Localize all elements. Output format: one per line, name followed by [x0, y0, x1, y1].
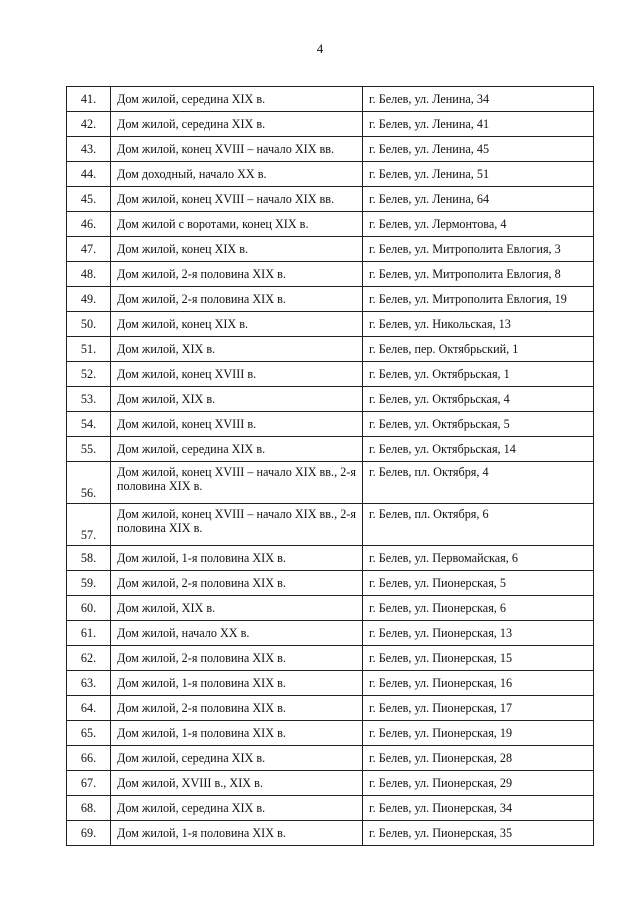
row-number: 64.	[67, 696, 111, 721]
object-name: Дом жилой, XIX в.	[111, 337, 363, 362]
object-name: Дом жилой, 2-я половина XIX в.	[111, 571, 363, 596]
object-name: Дом жилой, XIX в.	[111, 596, 363, 621]
row-number: 66.	[67, 746, 111, 771]
object-name: Дом жилой с воротами, конец XIX в.	[111, 212, 363, 237]
table-row	[67, 671, 594, 696]
object-address: г. Белев, ул. Октябрьская, 1	[363, 362, 594, 387]
object-address: г. Белев, ул. Пионерская, 28	[363, 746, 594, 771]
table-row	[67, 437, 594, 462]
object-address: г. Белев, ул. Митрополита Евлогия, 3	[363, 237, 594, 262]
table-row	[67, 87, 594, 112]
row-number: 65.	[67, 721, 111, 746]
table-row	[67, 546, 594, 571]
object-name: Дом жилой, конец XVIII – начало XIX вв., 2-я половина XIX в.	[111, 504, 363, 546]
table-row	[67, 362, 594, 387]
table-row	[67, 312, 594, 337]
object-name: Дом жилой, 2-я половина XIX в.	[111, 287, 363, 312]
table-row	[67, 262, 594, 287]
table-row	[67, 412, 594, 437]
row-number: 52.	[67, 362, 111, 387]
object-address: г. Белев, ул. Пионерская, 6	[363, 596, 594, 621]
object-address: г. Белев, ул. Никольская, 13	[363, 312, 594, 337]
object-address: г. Белев, ул. Октябрьская, 14	[363, 437, 594, 462]
object-address: г. Белев, ул. Митрополита Евлогия, 19	[363, 287, 594, 312]
table-row	[67, 187, 594, 212]
object-address: г. Белев, ул. Ленина, 34	[363, 87, 594, 112]
object-address: г. Белев, ул. Пионерская, 5	[363, 571, 594, 596]
table-row	[67, 212, 594, 237]
object-name: Дом жилой, XVIII в., XIX в.	[111, 771, 363, 796]
object-address: г. Белев, ул. Ленина, 51	[363, 162, 594, 187]
table-row	[67, 771, 594, 796]
row-number: 60.	[67, 596, 111, 621]
table-row	[67, 571, 594, 596]
object-name: Дом жилой, конец XIX в.	[111, 237, 363, 262]
row-number: 62.	[67, 646, 111, 671]
object-name: Дом жилой, середина XIX в.	[111, 796, 363, 821]
row-number: 46.	[67, 212, 111, 237]
object-name: Дом жилой, конец XVIII – начало XIX вв.	[111, 137, 363, 162]
object-name: Дом жилой, конец XVIII в.	[111, 412, 363, 437]
table-row	[67, 796, 594, 821]
row-number: 63.	[67, 671, 111, 696]
object-address: г. Белев, ул. Первомайская, 6	[363, 546, 594, 571]
object-name: Дом жилой, 1-я половина XIX в.	[111, 721, 363, 746]
row-number: 44.	[67, 162, 111, 187]
object-address: г. Белев, ул. Октябрьская, 5	[363, 412, 594, 437]
object-address: г. Белев, ул. Пионерская, 17	[363, 696, 594, 721]
object-address: г. Белев, ул. Пионерская, 35	[363, 821, 594, 846]
object-address: г. Белев, пл. Октября, 6	[363, 504, 594, 546]
row-number: 58.	[67, 546, 111, 571]
object-address: г. Белев, пер. Октябрьский, 1	[363, 337, 594, 362]
row-number: 57.	[67, 504, 111, 546]
row-number: 43.	[67, 137, 111, 162]
object-name: Дом жилой, XIX в.	[111, 387, 363, 412]
object-name: Дом жилой, середина XIX в.	[111, 112, 363, 137]
row-number: 47.	[67, 237, 111, 262]
object-address: г. Белев, ул. Пионерская, 16	[363, 671, 594, 696]
table-row	[67, 112, 594, 137]
table-row	[67, 596, 594, 621]
object-address: г. Белев, ул. Ленина, 45	[363, 137, 594, 162]
table-row	[67, 746, 594, 771]
table-row	[67, 721, 594, 746]
object-address: г. Белев, ул. Пионерская, 34	[363, 796, 594, 821]
page-number: 4	[316, 41, 324, 56]
object-name: Дом жилой, 2-я половина XIX в.	[111, 696, 363, 721]
object-name: Дом жилой, 2-я половина XIX в.	[111, 646, 363, 671]
object-name: Дом жилой, середина XIX в.	[111, 437, 363, 462]
row-number: 67.	[67, 771, 111, 796]
object-name: Дом доходный, начало XX в.	[111, 162, 363, 187]
row-number: 55.	[67, 437, 111, 462]
object-address: г. Белев, ул. Пионерская, 29	[363, 771, 594, 796]
table-row	[67, 237, 594, 262]
row-number: 61.	[67, 621, 111, 646]
object-address: г. Белев, ул. Ленина, 64	[363, 187, 594, 212]
object-name: Дом жилой, середина XIX в.	[111, 746, 363, 771]
object-address: г. Белев, ул. Октябрьская, 4	[363, 387, 594, 412]
row-number: 56.	[67, 462, 111, 504]
row-number: 48.	[67, 262, 111, 287]
object-address: г. Белев, ул. Пионерская, 15	[363, 646, 594, 671]
row-number: 59.	[67, 571, 111, 596]
table-row	[67, 137, 594, 162]
table-row	[67, 646, 594, 671]
row-number: 41.	[67, 87, 111, 112]
row-number: 51.	[67, 337, 111, 362]
object-name: Дом жилой, конец XVIII в.	[111, 362, 363, 387]
table-row	[67, 696, 594, 721]
row-number: 53.	[67, 387, 111, 412]
object-address: г. Белев, ул. Ленина, 41	[363, 112, 594, 137]
table-row	[67, 337, 594, 362]
row-number: 50.	[67, 312, 111, 337]
row-number: 45.	[67, 187, 111, 212]
object-name: Дом жилой, 1-я половина XIX в.	[111, 546, 363, 571]
row-number: 42.	[67, 112, 111, 137]
row-number: 68.	[67, 796, 111, 821]
row-number: 54.	[67, 412, 111, 437]
table-row	[67, 287, 594, 312]
object-address: г. Белев, ул. Пионерская, 13	[363, 621, 594, 646]
heritage-objects-table	[66, 86, 594, 846]
table-row	[67, 504, 594, 546]
object-name: Дом жилой, конец XVIII – начало XIX вв., 2-я половина XIX в.	[111, 462, 363, 504]
object-address: г. Белев, ул. Лермонтова, 4	[363, 212, 594, 237]
object-name: Дом жилой, середина XIX в.	[111, 87, 363, 112]
object-name: Дом жилой, начало XX в.	[111, 621, 363, 646]
object-name: Дом жилой, 2-я половина XIX в.	[111, 262, 363, 287]
object-name: Дом жилой, 1-я половина XIX в.	[111, 671, 363, 696]
object-address: г. Белев, ул. Пионерская, 19	[363, 721, 594, 746]
table-row	[67, 162, 594, 187]
table-row	[67, 462, 594, 504]
object-name: Дом жилой, 1-я половина XIX в.	[111, 821, 363, 846]
object-address: г. Белев, ул. Митрополита Евлогия, 8	[363, 262, 594, 287]
table-row	[67, 621, 594, 646]
object-address: г. Белев, пл. Октября, 4	[363, 462, 594, 504]
object-name: Дом жилой, конец XVIII – начало XIX вв.	[111, 187, 363, 212]
table-row	[67, 387, 594, 412]
row-number: 49.	[67, 287, 111, 312]
table-row	[67, 821, 594, 846]
object-name: Дом жилой, конец XIX в.	[111, 312, 363, 337]
row-number: 69.	[67, 821, 111, 846]
table-body	[67, 87, 594, 846]
